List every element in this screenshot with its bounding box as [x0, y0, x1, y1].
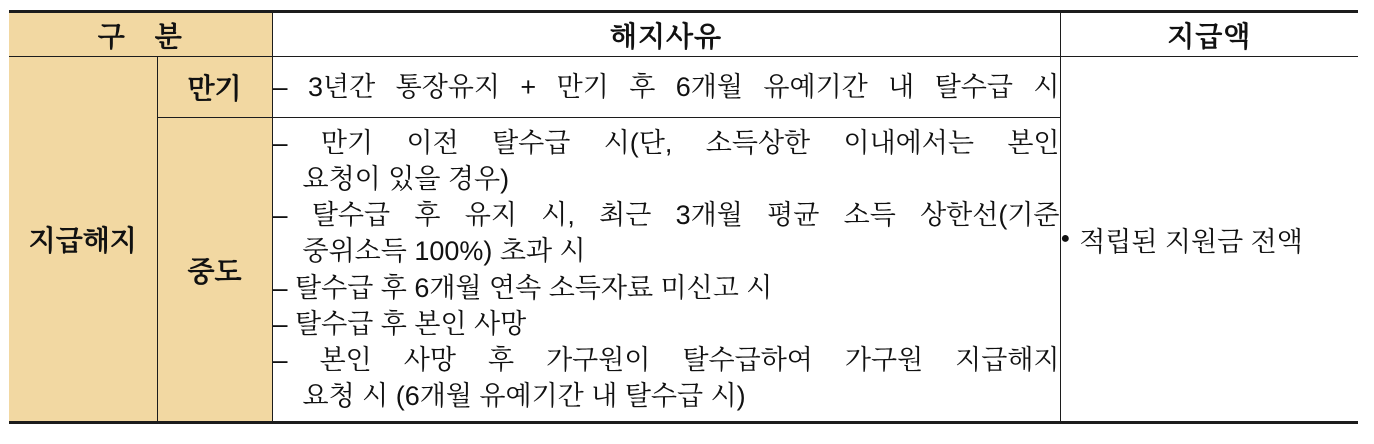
cell-maturity-reason	[272, 57, 1060, 118]
termination-policy-table	[9, 10, 1358, 424]
bullet-icon: ●	[1060, 230, 1071, 247]
table-row-maturity	[9, 57, 1358, 118]
cell-midterm-label: 중도	[157, 118, 272, 423]
midterm-reason-line-3: – 탈수급 후 유지 시, 최근 3개월 평균 소득 상한선(기준	[272, 200, 1060, 231]
midterm-reason-line-1: – 만기 이전 탈수급 시(단, 소득상한 이내에서는 본인	[272, 127, 1060, 158]
header-cell-amount: 지급액	[1060, 12, 1358, 57]
header-cell-category: 구 분	[9, 12, 272, 57]
midterm-reason-line-5: – 탈수급 후 6개월 연속 소득자료 미신고 시	[272, 272, 773, 303]
midterm-reason-line-8: 요청 시 (6개월 유예기간 내 탈수급 시)	[302, 381, 746, 412]
cell-amount	[1060, 57, 1358, 423]
amount-text: 적립된 지원금 전액	[1079, 226, 1303, 257]
amount-line	[1061, 220, 1359, 259]
midterm-reason-line-4: 중위소득 100%) 초과 시	[302, 236, 586, 267]
table-header-row	[9, 12, 1358, 57]
midterm-reason-line-2: 요청이 있을 경우)	[302, 163, 510, 194]
maturity-reason-line: – 3년간 통장유지 + 만기 후 6개월 유예기간 내 탈수급 시	[272, 71, 1060, 102]
cell-group-label: 지급해지	[9, 57, 157, 423]
midterm-reason-line-7: – 본인 사망 후 가구원이 탈수급하여 가구원 지급해지	[272, 344, 1060, 375]
cell-midterm-reasons	[272, 118, 1060, 423]
header-cell-reason: 해지사유	[272, 12, 1060, 57]
midterm-reason-line-6: – 탈수급 후 본인 사망	[272, 308, 527, 339]
cell-maturity-label: 만기	[157, 57, 272, 118]
